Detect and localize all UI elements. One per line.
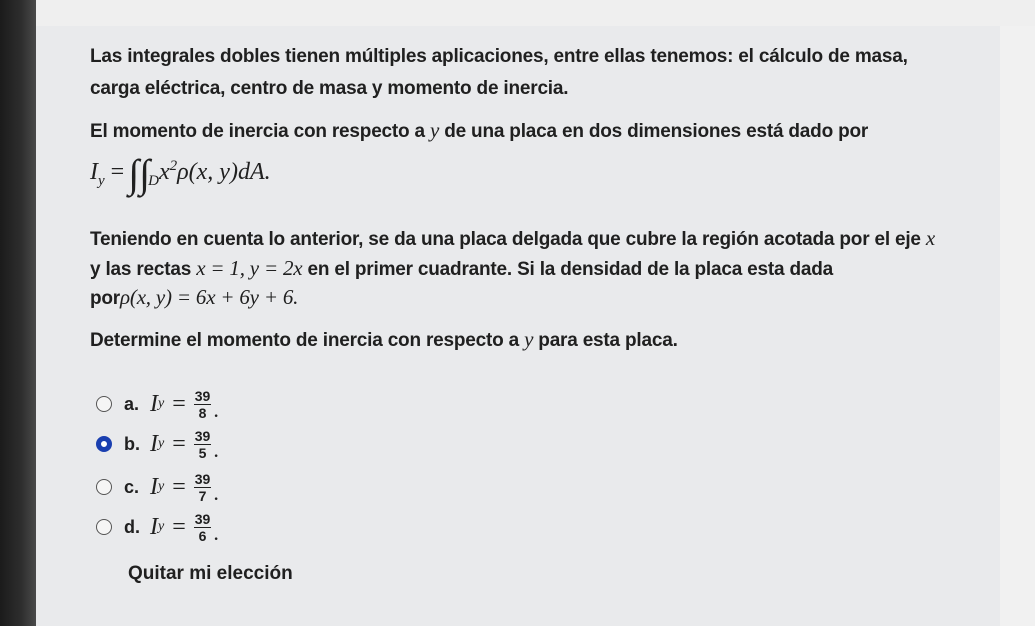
given-line-2 — [90, 256, 833, 281]
given-text-1: Teniendo en cuenta lo anterior, se da una placa delgada que cubre la región acotada por el eje — [90, 229, 926, 250]
moment-definition-line — [90, 118, 868, 143]
option-lhs: I — [150, 430, 158, 457]
option-lhs-sub: y — [158, 479, 165, 494]
option-lhs: I — [150, 473, 158, 500]
intro-line-2: carga eléctrica, centro de masa y momento de inercia. — [90, 78, 569, 99]
option-c[interactable] — [96, 471, 219, 503]
given-text-2a: y las rectas — [90, 259, 197, 280]
option-lhs-sub: y — [158, 436, 165, 451]
formula-var-exponent: 2 — [169, 158, 178, 174]
formula-var: x — [158, 159, 170, 185]
moment-text-b: de una placa en dos dimensiones está dado por — [439, 121, 869, 142]
option-fraction — [194, 511, 212, 544]
option-lhs-sub: y — [158, 396, 165, 411]
option-fraction — [194, 471, 212, 504]
formula-domain: D — [148, 172, 159, 189]
option-fraction — [194, 388, 212, 421]
option-fraction — [194, 428, 212, 461]
radio-option-b[interactable] — [96, 436, 112, 452]
clear-choice-link[interactable]: Quitar mi elección — [128, 563, 293, 584]
fraction-numerator: 39 — [194, 510, 211, 527]
option-formula — [150, 388, 219, 421]
option-letter: b. — [124, 433, 140, 454]
option-lhs-sub: y — [158, 519, 165, 534]
given-text-2b: en el primer cuadrante. Si la densidad de la placa esta dada — [302, 259, 833, 280]
fraction-denominator: 8 — [198, 404, 207, 421]
option-b[interactable] — [96, 428, 219, 460]
option-letter: d. — [124, 516, 140, 537]
given-var-1: x — [925, 226, 936, 250]
prompt-var: y — [524, 327, 534, 351]
option-period: . — [213, 436, 219, 462]
option-equals: = — [172, 390, 186, 417]
option-formula — [150, 511, 219, 544]
fraction-denominator: 6 — [198, 527, 207, 544]
option-lhs: I — [150, 513, 158, 540]
given-line-3 — [90, 285, 298, 310]
given-text-3a: por — [90, 288, 121, 309]
moment-var: y — [429, 118, 440, 142]
density-function: ρ(x, y) = 6x + 6y + 6. — [120, 285, 299, 309]
radio-option-c[interactable] — [96, 479, 112, 495]
option-letter: c. — [124, 476, 140, 497]
fraction-numerator: 39 — [194, 427, 211, 444]
top-strip — [36, 0, 1035, 26]
fraction-denominator: 7 — [198, 487, 207, 504]
question-prompt — [90, 327, 678, 352]
option-d[interactable] — [96, 511, 219, 543]
moment-text-a: El momento de inercia con respecto a — [90, 121, 430, 142]
screen-bezel — [0, 0, 36, 626]
option-period: . — [213, 479, 219, 505]
radio-option-d[interactable] — [96, 519, 112, 535]
option-period: . — [213, 396, 219, 422]
moment-formula — [90, 150, 271, 197]
intro-line-1: Las integrales dobles tienen múltiples aplicaciones, entre ellas tenemos: el cálculo de masa, — [90, 46, 908, 67]
given-math-2: x = 1, y = 2x — [196, 256, 303, 280]
fraction-denominator: 5 — [198, 444, 207, 461]
prompt-text-b: para esta placa. — [533, 330, 678, 351]
option-formula — [150, 428, 219, 461]
formula-lhs: I — [90, 159, 98, 185]
option-equals: = — [172, 513, 186, 540]
radio-option-a[interactable] — [96, 396, 112, 412]
option-equals: = — [172, 473, 186, 500]
option-a[interactable] — [96, 388, 219, 420]
double-integral-symbol: ∫∫ — [128, 151, 151, 196]
option-lhs: I — [150, 390, 158, 417]
given-line-1 — [90, 226, 935, 251]
option-formula — [150, 471, 219, 504]
right-edge — [1000, 26, 1035, 626]
option-equals: = — [172, 430, 186, 457]
option-period: . — [213, 519, 219, 545]
formula-equals: = — [104, 159, 131, 185]
option-letter: a. — [124, 393, 140, 414]
formula-rest: ρ(x, y)dA. — [177, 159, 271, 185]
fraction-numerator: 39 — [194, 387, 211, 404]
formula-lhs-sub: y — [98, 172, 105, 189]
fraction-numerator: 39 — [194, 470, 211, 487]
prompt-text-a: Determine el momento de inercia con respecto a — [90, 330, 525, 351]
